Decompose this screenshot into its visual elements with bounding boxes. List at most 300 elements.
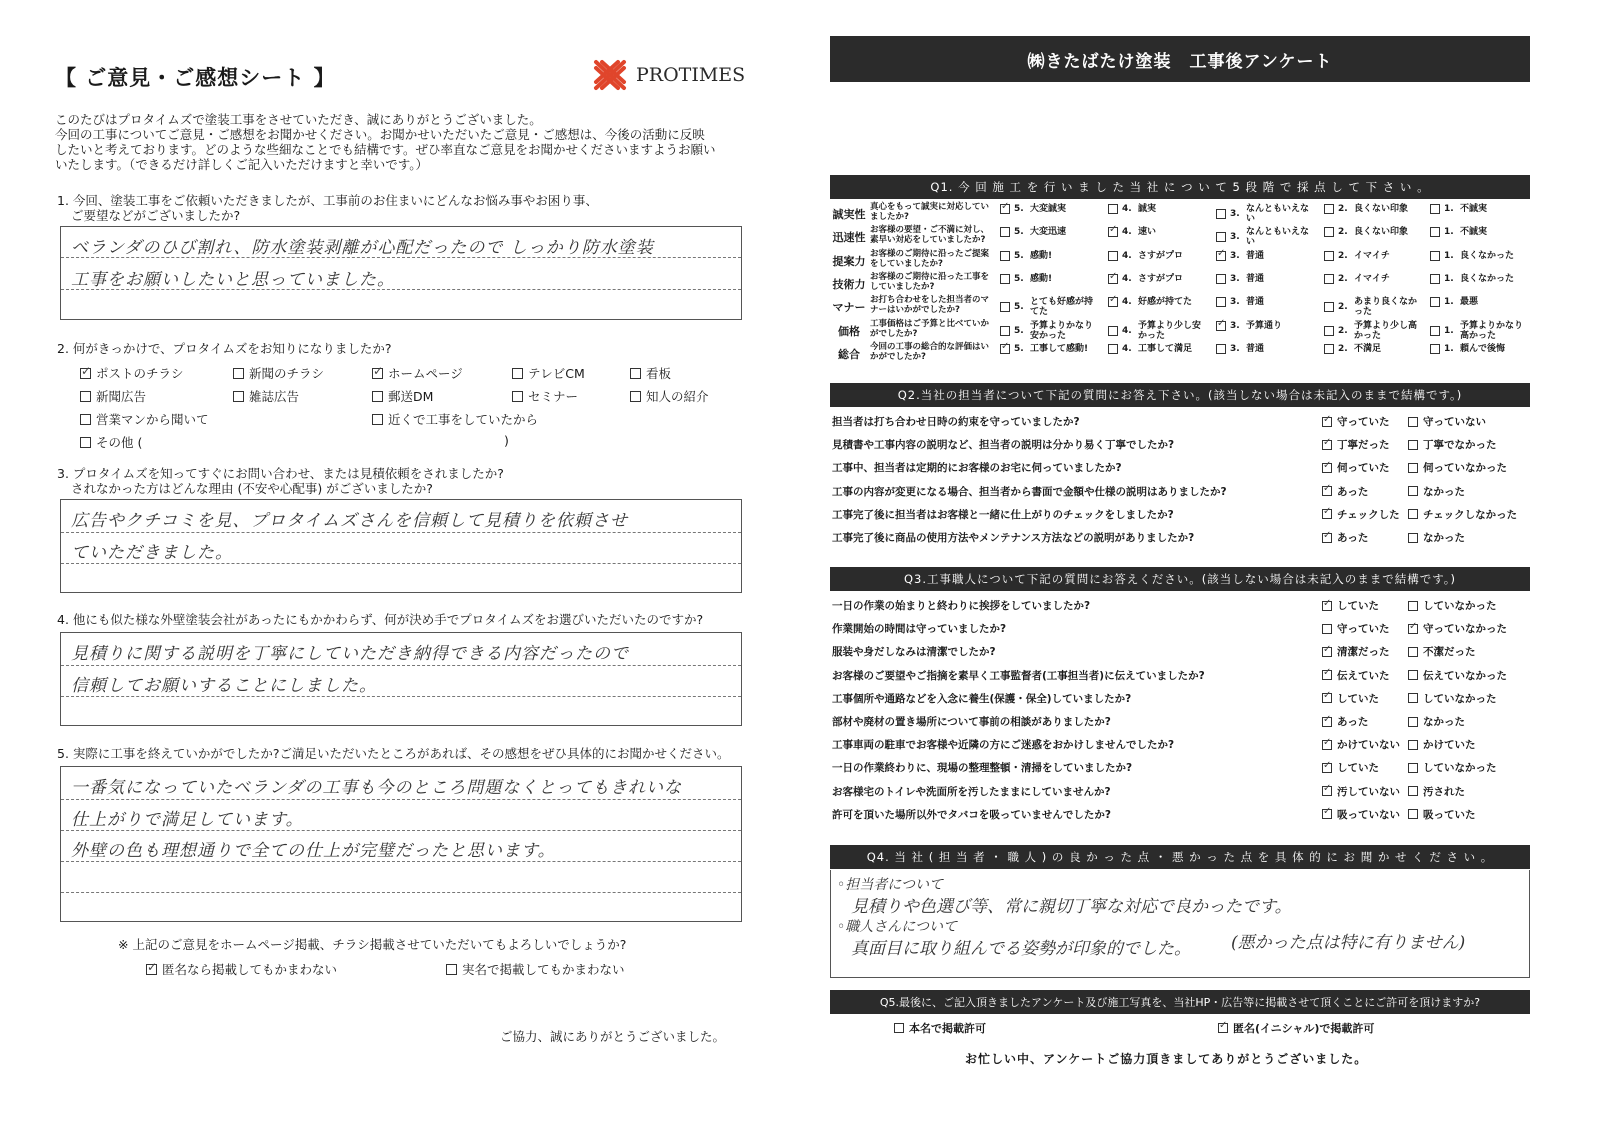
option-label: なかった	[1423, 716, 1465, 728]
rating-label: とても好感が持てた	[1030, 297, 1094, 318]
rating-number: 5.	[1014, 250, 1024, 261]
rating-option[interactable]	[1216, 344, 1316, 354]
checkbox[interactable]	[1108, 274, 1118, 284]
checkbox[interactable]	[1324, 204, 1334, 214]
option-salesperson[interactable]	[80, 410, 209, 428]
option-label: 新聞広告	[96, 389, 147, 404]
answer-option-yes[interactable]	[1322, 621, 1390, 636]
checkbox[interactable]	[1322, 717, 1332, 727]
question-text: 工事の内容が変更になる場合、担当者から書面で金額や仕様の説明はありましたか?	[832, 485, 1227, 498]
option-magazine-ad[interactable]	[233, 387, 299, 405]
q1-row	[830, 225, 1530, 248]
rating-option[interactable]	[1324, 321, 1424, 341]
q2-row	[830, 503, 1530, 526]
checkbox[interactable]	[1108, 227, 1118, 237]
q4-answer-box[interactable]	[830, 870, 1530, 978]
option-other-close: )	[504, 433, 509, 448]
question-text: 服装や身だしなみは清潔でしたか?	[832, 646, 996, 659]
rating-label: 好感が持てた	[1138, 297, 1193, 308]
rating-number: 4.	[1122, 297, 1132, 308]
rating-number: 5.	[1014, 343, 1024, 354]
checkbox[interactable]	[1108, 344, 1118, 354]
checkbox[interactable]	[1408, 717, 1418, 727]
rating-option[interactable]	[1000, 344, 1100, 354]
option-signboard[interactable]	[630, 364, 671, 382]
rating-label: 不満足	[1354, 343, 1382, 354]
option-anonymous-publish[interactable]	[146, 960, 337, 978]
rating-number: 3.	[1230, 232, 1240, 243]
checkbox[interactable]	[1322, 509, 1332, 519]
checkbox[interactable]	[1000, 251, 1010, 261]
option-label: 営業マンから聞いて	[96, 412, 209, 427]
checkbox[interactable]	[1322, 647, 1332, 657]
rating-option[interactable]	[1430, 274, 1530, 284]
answer-option-no[interactable]	[1408, 507, 1517, 522]
answer-option-no[interactable]	[1408, 691, 1497, 706]
q1-row	[830, 272, 1530, 295]
checkbox[interactable]	[1108, 297, 1118, 307]
rating-number: 3.	[1230, 250, 1240, 261]
source-options	[80, 364, 750, 454]
question-text: お客様のご要望やご指摘を素早く工事監督者(工事担当者)に伝えていましたか?	[832, 669, 1205, 682]
q1-row	[830, 295, 1530, 318]
checkbox[interactable]	[1216, 321, 1226, 331]
checkbox[interactable]	[1108, 251, 1118, 261]
handwritten-answer: 外壁の色も理想通りで全ての仕上が完璧だったと思います。	[71, 841, 556, 861]
checkbox[interactable]	[1000, 227, 1010, 237]
checkbox[interactable]	[1000, 302, 1010, 312]
option-label: ポストのチラシ	[96, 366, 184, 381]
rating-option[interactable]	[1324, 251, 1424, 261]
checkbox[interactable]	[1322, 763, 1332, 773]
rating-option[interactable]	[1108, 321, 1208, 341]
checkbox[interactable]	[1216, 232, 1226, 242]
answer-box-3[interactable]	[60, 499, 742, 593]
option-homepage[interactable]	[372, 364, 463, 382]
rating-number: 2.	[1338, 273, 1348, 284]
option-label: 吸っていた	[1423, 808, 1476, 821]
checkbox[interactable]	[1408, 647, 1418, 657]
rating-label: 予算よりかなり安かった	[1030, 320, 1094, 341]
rating-option[interactable]	[1000, 321, 1100, 341]
question-text: お客様宅のトイレや洗面所を汚したままにしていませんか?	[832, 785, 1111, 798]
answer-option-yes[interactable]	[1322, 484, 1368, 499]
answer-option-no[interactable]	[1408, 760, 1497, 775]
rating-number: 2.	[1338, 343, 1348, 354]
answer-option-yes[interactable]	[1322, 691, 1379, 706]
checkbox[interactable]	[80, 414, 91, 425]
checkbox[interactable]	[1322, 740, 1332, 750]
answer-option-no[interactable]	[1408, 437, 1497, 452]
question-text: 工事完了後に担当者はお客様と一緒に仕上がりのチェックをしましたか?	[832, 508, 1174, 521]
answer-option-yes[interactable]	[1322, 507, 1400, 522]
question-5: 5. 実際に工事を終えていかがでしたか?ご満足いただいたところがあれば、その感想をぜひ具体的にお聞かせください。	[57, 746, 730, 761]
option-initials-permit[interactable]	[1218, 1020, 1374, 1036]
rating-label: 予算通り	[1246, 320, 1283, 331]
handwritten-answer: 見積りや色選び等、常に親切丁寧な対応で良かったです。	[851, 897, 1292, 917]
checkbox[interactable]	[1218, 1023, 1228, 1033]
checkbox[interactable]	[1322, 486, 1332, 496]
checkbox[interactable]	[1322, 809, 1332, 819]
option-nearby-work[interactable]	[372, 410, 538, 428]
rating-option[interactable]	[1430, 297, 1530, 307]
answer-option-yes[interactable]	[1322, 807, 1400, 822]
checkbox[interactable]	[1408, 763, 1418, 773]
rating-number: 2.	[1338, 325, 1348, 336]
option-label: 吸っていない	[1337, 808, 1400, 821]
checkbox[interactable]	[1324, 251, 1334, 261]
rating-option[interactable]	[1216, 251, 1316, 261]
ruled-line	[61, 830, 741, 831]
checkbox[interactable]	[80, 391, 91, 402]
rating-option[interactable]	[1216, 297, 1316, 307]
rating-option[interactable]	[1000, 204, 1100, 214]
question-text: 担当者は打ち合わせ日時の約束を守っていましたか?	[832, 416, 1080, 428]
checkbox[interactable]	[1000, 344, 1010, 354]
rating-label: 普通	[1246, 343, 1265, 354]
rating-question: お打ち合わせをした担当者のマナーはいかがでしたか?	[870, 295, 990, 316]
option-label: していなかった	[1423, 762, 1497, 775]
option-referral[interactable]	[630, 387, 709, 405]
rating-number: 3.	[1230, 343, 1240, 354]
answer-option-yes[interactable]	[1322, 714, 1368, 729]
answer-option-yes[interactable]	[1322, 437, 1390, 452]
rating-option[interactable]	[1324, 297, 1424, 317]
checkbox[interactable]	[1408, 417, 1418, 427]
rating-number: 4.	[1122, 325, 1132, 336]
answer-option-no[interactable]	[1408, 414, 1486, 429]
checkbox[interactable]	[1108, 204, 1118, 214]
rating-option[interactable]	[1216, 321, 1316, 331]
option-label: ホームページ	[388, 366, 463, 381]
rating-category: 技術力	[832, 277, 866, 291]
answer-option-yes[interactable]	[1322, 784, 1400, 799]
answer-option-yes[interactable]	[1322, 737, 1400, 752]
rating-option[interactable]	[1108, 297, 1208, 307]
q3-row	[830, 640, 1530, 663]
rating-category: 提案力	[832, 254, 866, 268]
checkbox[interactable]	[1216, 344, 1226, 354]
q3-row	[830, 803, 1530, 826]
rating-number: 2.	[1338, 227, 1348, 238]
checkbox[interactable]	[1322, 670, 1332, 680]
checkbox[interactable]	[1216, 251, 1226, 261]
rating-option[interactable]	[1430, 344, 1530, 354]
checkbox[interactable]	[1408, 533, 1418, 543]
answer-option-yes[interactable]	[1322, 760, 1379, 775]
rating-label: なんともいえない	[1246, 227, 1310, 248]
rating-option[interactable]	[1108, 204, 1208, 214]
answer-option-yes[interactable]	[1322, 668, 1390, 683]
rating-option[interactable]	[1108, 274, 1208, 284]
answer-option-no[interactable]	[1408, 598, 1497, 613]
checkbox[interactable]	[1000, 326, 1010, 336]
checkbox[interactable]	[1408, 670, 1418, 680]
q1-row	[830, 249, 1530, 272]
checkbox[interactable]	[1408, 509, 1418, 519]
q3-title-bar: Q3.工事職人について下記の質問にお答えください。(該当しない場合は未記入のままで結構です。)	[830, 567, 1530, 591]
answer-option-yes[interactable]	[1322, 530, 1368, 545]
option-label: 守っていない	[1423, 416, 1486, 428]
question-text: ご要望などがございましたか?	[71, 208, 241, 223]
checkbox[interactable]	[1408, 440, 1418, 450]
checkbox[interactable]	[233, 368, 244, 379]
option-label: あった	[1337, 532, 1369, 544]
rating-option[interactable]	[1000, 274, 1100, 284]
answer-box-1[interactable]	[60, 226, 742, 320]
checkbox[interactable]	[1322, 624, 1332, 634]
option-label: 守っていた	[1337, 623, 1390, 636]
rating-label: 速い	[1138, 227, 1157, 238]
option-label: していた	[1337, 600, 1379, 612]
q1-row	[830, 319, 1530, 342]
answer-option-no[interactable]	[1408, 530, 1465, 545]
handwritten-answer: 一番気になっていたベランダの工事も今のところ問題なくとってもきれいな	[71, 778, 682, 798]
option-label: あった	[1337, 716, 1369, 728]
option-label: 汚された	[1423, 785, 1465, 798]
checkbox[interactable]	[630, 391, 641, 402]
q2-row	[830, 480, 1530, 503]
rating-number: 5.	[1014, 273, 1024, 284]
rating-number: 4.	[1122, 343, 1132, 354]
checkbox[interactable]	[446, 964, 457, 975]
option-seminar[interactable]	[512, 387, 578, 405]
checkbox[interactable]	[1408, 786, 1418, 796]
checkbox[interactable]	[1322, 417, 1332, 427]
option-label: していなかった	[1423, 600, 1497, 612]
publish-question: ※ 上記のご意見をホームページ掲載、チラシ掲載させていただいてもよろしいでしょうか?	[118, 937, 627, 952]
post-construction-survey	[800, 0, 1600, 1131]
q2-row	[830, 410, 1530, 433]
checkbox[interactable]	[1430, 227, 1440, 237]
answer-option-yes[interactable]	[1322, 460, 1390, 475]
answer-option-yes[interactable]	[1322, 644, 1390, 659]
rating-number: 4.	[1122, 204, 1132, 214]
rating-option[interactable]	[1430, 204, 1530, 214]
rating-option[interactable]	[1000, 227, 1100, 237]
option-label: その他 (	[96, 435, 143, 450]
checkbox[interactable]	[1430, 274, 1440, 284]
rating-number: 2.	[1338, 250, 1348, 261]
rating-label: イマイチ	[1354, 250, 1390, 261]
option-label: あった	[1337, 485, 1369, 498]
q2-row	[830, 526, 1530, 549]
option-label: 守っていた	[1337, 416, 1390, 428]
checkbox[interactable]	[512, 368, 523, 379]
rating-label: 頼んで後悔	[1460, 343, 1506, 354]
rating-label: さすがプロ	[1138, 273, 1184, 284]
option-newspaper-ad[interactable]	[80, 387, 146, 405]
rating-option[interactable]	[1430, 227, 1530, 237]
question-text: 一日の作業の始まりと終わりに挨拶をしていましたか?	[832, 600, 1091, 612]
checkbox[interactable]	[1430, 251, 1440, 261]
checkbox[interactable]	[1408, 740, 1418, 750]
answer-box-4[interactable]	[60, 632, 742, 726]
ruled-line	[61, 665, 741, 666]
rating-option[interactable]	[1430, 321, 1530, 341]
intro-line: 今回の工事についてご意見・ご感想をお聞かせください。お聞かせいただいたご意見・ご感想は、今後の活動に反映	[55, 127, 705, 142]
rating-option[interactable]	[1216, 227, 1316, 247]
checkbox[interactable]	[80, 368, 91, 379]
checkbox[interactable]	[1408, 809, 1418, 819]
q1-row	[830, 342, 1530, 365]
rating-number: 1.	[1444, 297, 1454, 308]
rating-number: 5.	[1014, 302, 1024, 313]
rating-label: 工事して感動!	[1030, 343, 1089, 354]
rating-option[interactable]	[1216, 204, 1316, 224]
option-label: 近くで工事をしていたから	[388, 412, 539, 427]
checkbox[interactable]	[1408, 463, 1418, 473]
question-3	[57, 466, 747, 496]
checkbox[interactable]	[1216, 209, 1226, 219]
checkbox[interactable]	[372, 414, 383, 425]
rating-question: 今回の工事の総合的な評価はいかがでしたか?	[870, 341, 990, 362]
checkbox[interactable]	[1408, 624, 1418, 634]
rating-label: 感動!	[1030, 250, 1053, 261]
handwritten-answer: ◦担当者について	[837, 877, 943, 893]
handwritten-answer: 仕上がりで満足しています。	[71, 810, 304, 830]
checkbox[interactable]	[1324, 326, 1334, 336]
option-label: 汚していない	[1337, 785, 1400, 798]
checkbox[interactable]	[512, 391, 523, 402]
answer-option-no[interactable]	[1408, 714, 1465, 729]
rating-option[interactable]	[1000, 251, 1100, 261]
rating-question: お客様の要望・ご不満に対し、素早い対応をしていましたか?	[870, 225, 990, 246]
rating-label: 予算より少し安かった	[1138, 320, 1202, 341]
checkbox[interactable]	[630, 368, 641, 379]
answer-option-no[interactable]	[1408, 644, 1476, 659]
checkbox[interactable]	[146, 964, 157, 975]
rating-label: 良くなかった	[1460, 273, 1515, 284]
answer-option-no[interactable]	[1408, 784, 1465, 799]
answer-option-no[interactable]	[1408, 460, 1507, 475]
checkbox[interactable]	[372, 368, 383, 379]
option-realname-permit[interactable]	[894, 1020, 986, 1036]
checkbox[interactable]	[1324, 302, 1334, 312]
option-direct-mail[interactable]	[372, 387, 433, 405]
checkbox[interactable]	[1430, 204, 1440, 214]
rating-option[interactable]	[1108, 344, 1208, 354]
option-label: なかった	[1423, 485, 1465, 498]
checkbox[interactable]	[1324, 227, 1334, 237]
rating-number: 3.	[1230, 209, 1240, 219]
q4-title-bar: Q4. 当 社 ( 担 当 者 ・ 職 人 ) の 良 か っ た 点 ・ 悪 か っ た 点 を 具 体 的 に お 聞 か せ く だ さ い 。	[830, 845, 1530, 869]
question-text: 3. プロタイムズを知ってすぐにお問い合わせ、または見積依頼をされましたか?	[57, 466, 504, 481]
rating-number: 1.	[1444, 273, 1454, 284]
handwritten-answer: ていただきました。	[71, 543, 233, 563]
rating-label: 予算よりかなり高かった	[1460, 320, 1524, 341]
checkbox[interactable]	[233, 391, 244, 402]
rating-option[interactable]	[1216, 274, 1316, 284]
question-text: 部材や廃材の置き場所について事前の相談がありましたか?	[832, 716, 1111, 728]
rating-option[interactable]	[1108, 227, 1208, 237]
rating-category: 総合	[838, 347, 860, 361]
answer-option-yes[interactable]	[1322, 598, 1379, 613]
checkbox[interactable]	[1408, 486, 1418, 496]
rating-category: マナー	[832, 301, 866, 315]
question-1	[57, 193, 747, 223]
answer-option-no[interactable]	[1408, 484, 1465, 499]
rating-label: 良くない印象	[1354, 204, 1409, 214]
checkbox[interactable]	[1322, 693, 1332, 703]
option-post-flyer[interactable]	[80, 364, 184, 382]
checkbox[interactable]	[1216, 274, 1226, 284]
rating-option[interactable]	[1324, 204, 1424, 214]
option-label: 伝えていなかった	[1423, 669, 1507, 682]
rating-option[interactable]	[1324, 274, 1424, 284]
option-tv-cm[interactable]	[512, 364, 585, 382]
rating-label: 大変誠実	[1030, 204, 1067, 214]
option-label: 実名で掲載してもかまわない	[462, 962, 625, 977]
survey-header: ㈱きたばたけ塗装 工事後アンケート	[830, 36, 1530, 82]
rating-number: 4.	[1122, 273, 1132, 284]
option-label: 看板	[646, 366, 672, 381]
checkbox[interactable]	[80, 437, 91, 448]
rating-number: 5.	[1014, 204, 1024, 214]
answer-option-no[interactable]	[1408, 807, 1476, 822]
option-newspaper-flyer[interactable]	[233, 364, 324, 382]
checkbox[interactable]	[1322, 786, 1332, 796]
rating-option[interactable]	[1430, 251, 1530, 261]
protimes-logo	[590, 58, 745, 92]
option-label: 本名で掲載許可	[909, 1022, 986, 1035]
checkbox[interactable]	[894, 1023, 904, 1033]
q2-row	[830, 433, 1530, 456]
option-other[interactable]	[80, 433, 142, 451]
checkbox[interactable]	[1430, 344, 1440, 354]
option-label: 守っていなかった	[1423, 623, 1507, 636]
question-text: 一日の作業終わりに、現場の整理整頓・清掃をしていましたか?	[832, 762, 1133, 775]
checkbox[interactable]	[372, 391, 383, 402]
checkbox[interactable]	[1322, 440, 1332, 450]
answer-option-no[interactable]	[1408, 668, 1507, 683]
checkbox[interactable]	[1324, 274, 1334, 284]
rating-option[interactable]	[1324, 227, 1424, 237]
checkbox[interactable]	[1322, 533, 1332, 543]
rating-option[interactable]	[1108, 251, 1208, 261]
answer-option-no[interactable]	[1408, 621, 1507, 636]
answer-option-yes[interactable]	[1322, 414, 1390, 429]
checkbox[interactable]	[1324, 344, 1334, 354]
question-text: 許可を頂いた場所以外でタバコを吸っていませんでしたか?	[832, 808, 1111, 821]
checkbox[interactable]	[1430, 326, 1440, 336]
checkbox[interactable]	[1216, 297, 1226, 307]
thanks-text: ご協力、誠にありがとうございました。	[500, 1029, 726, 1044]
ruled-line	[61, 892, 741, 893]
checkbox[interactable]	[1108, 326, 1118, 336]
checkbox[interactable]	[1408, 601, 1418, 611]
option-realname-publish[interactable]	[446, 960, 625, 978]
answer-option-no[interactable]	[1408, 737, 1476, 752]
option-label: テレビCM	[528, 366, 585, 381]
checkbox[interactable]	[1408, 693, 1418, 703]
q3-row	[830, 756, 1530, 779]
handwritten-answer: 広告やクチコミを見、プロタイムズさんを信頼して見積りを依頼させ	[71, 511, 628, 531]
rating-option[interactable]	[1324, 344, 1424, 354]
answer-box-5[interactable]	[60, 766, 742, 922]
checkbox[interactable]	[1322, 463, 1332, 473]
checkbox[interactable]	[1322, 601, 1332, 611]
option-label: 知人の紹介	[646, 389, 709, 404]
checkbox[interactable]	[1000, 274, 1010, 284]
q3-row	[830, 733, 1530, 756]
rating-number: 4.	[1122, 227, 1132, 238]
rating-option[interactable]	[1000, 297, 1100, 317]
rating-category: 価格	[838, 324, 860, 338]
option-label: セミナー	[528, 389, 579, 404]
checkbox[interactable]	[1430, 297, 1440, 307]
checkbox[interactable]	[1000, 204, 1010, 214]
